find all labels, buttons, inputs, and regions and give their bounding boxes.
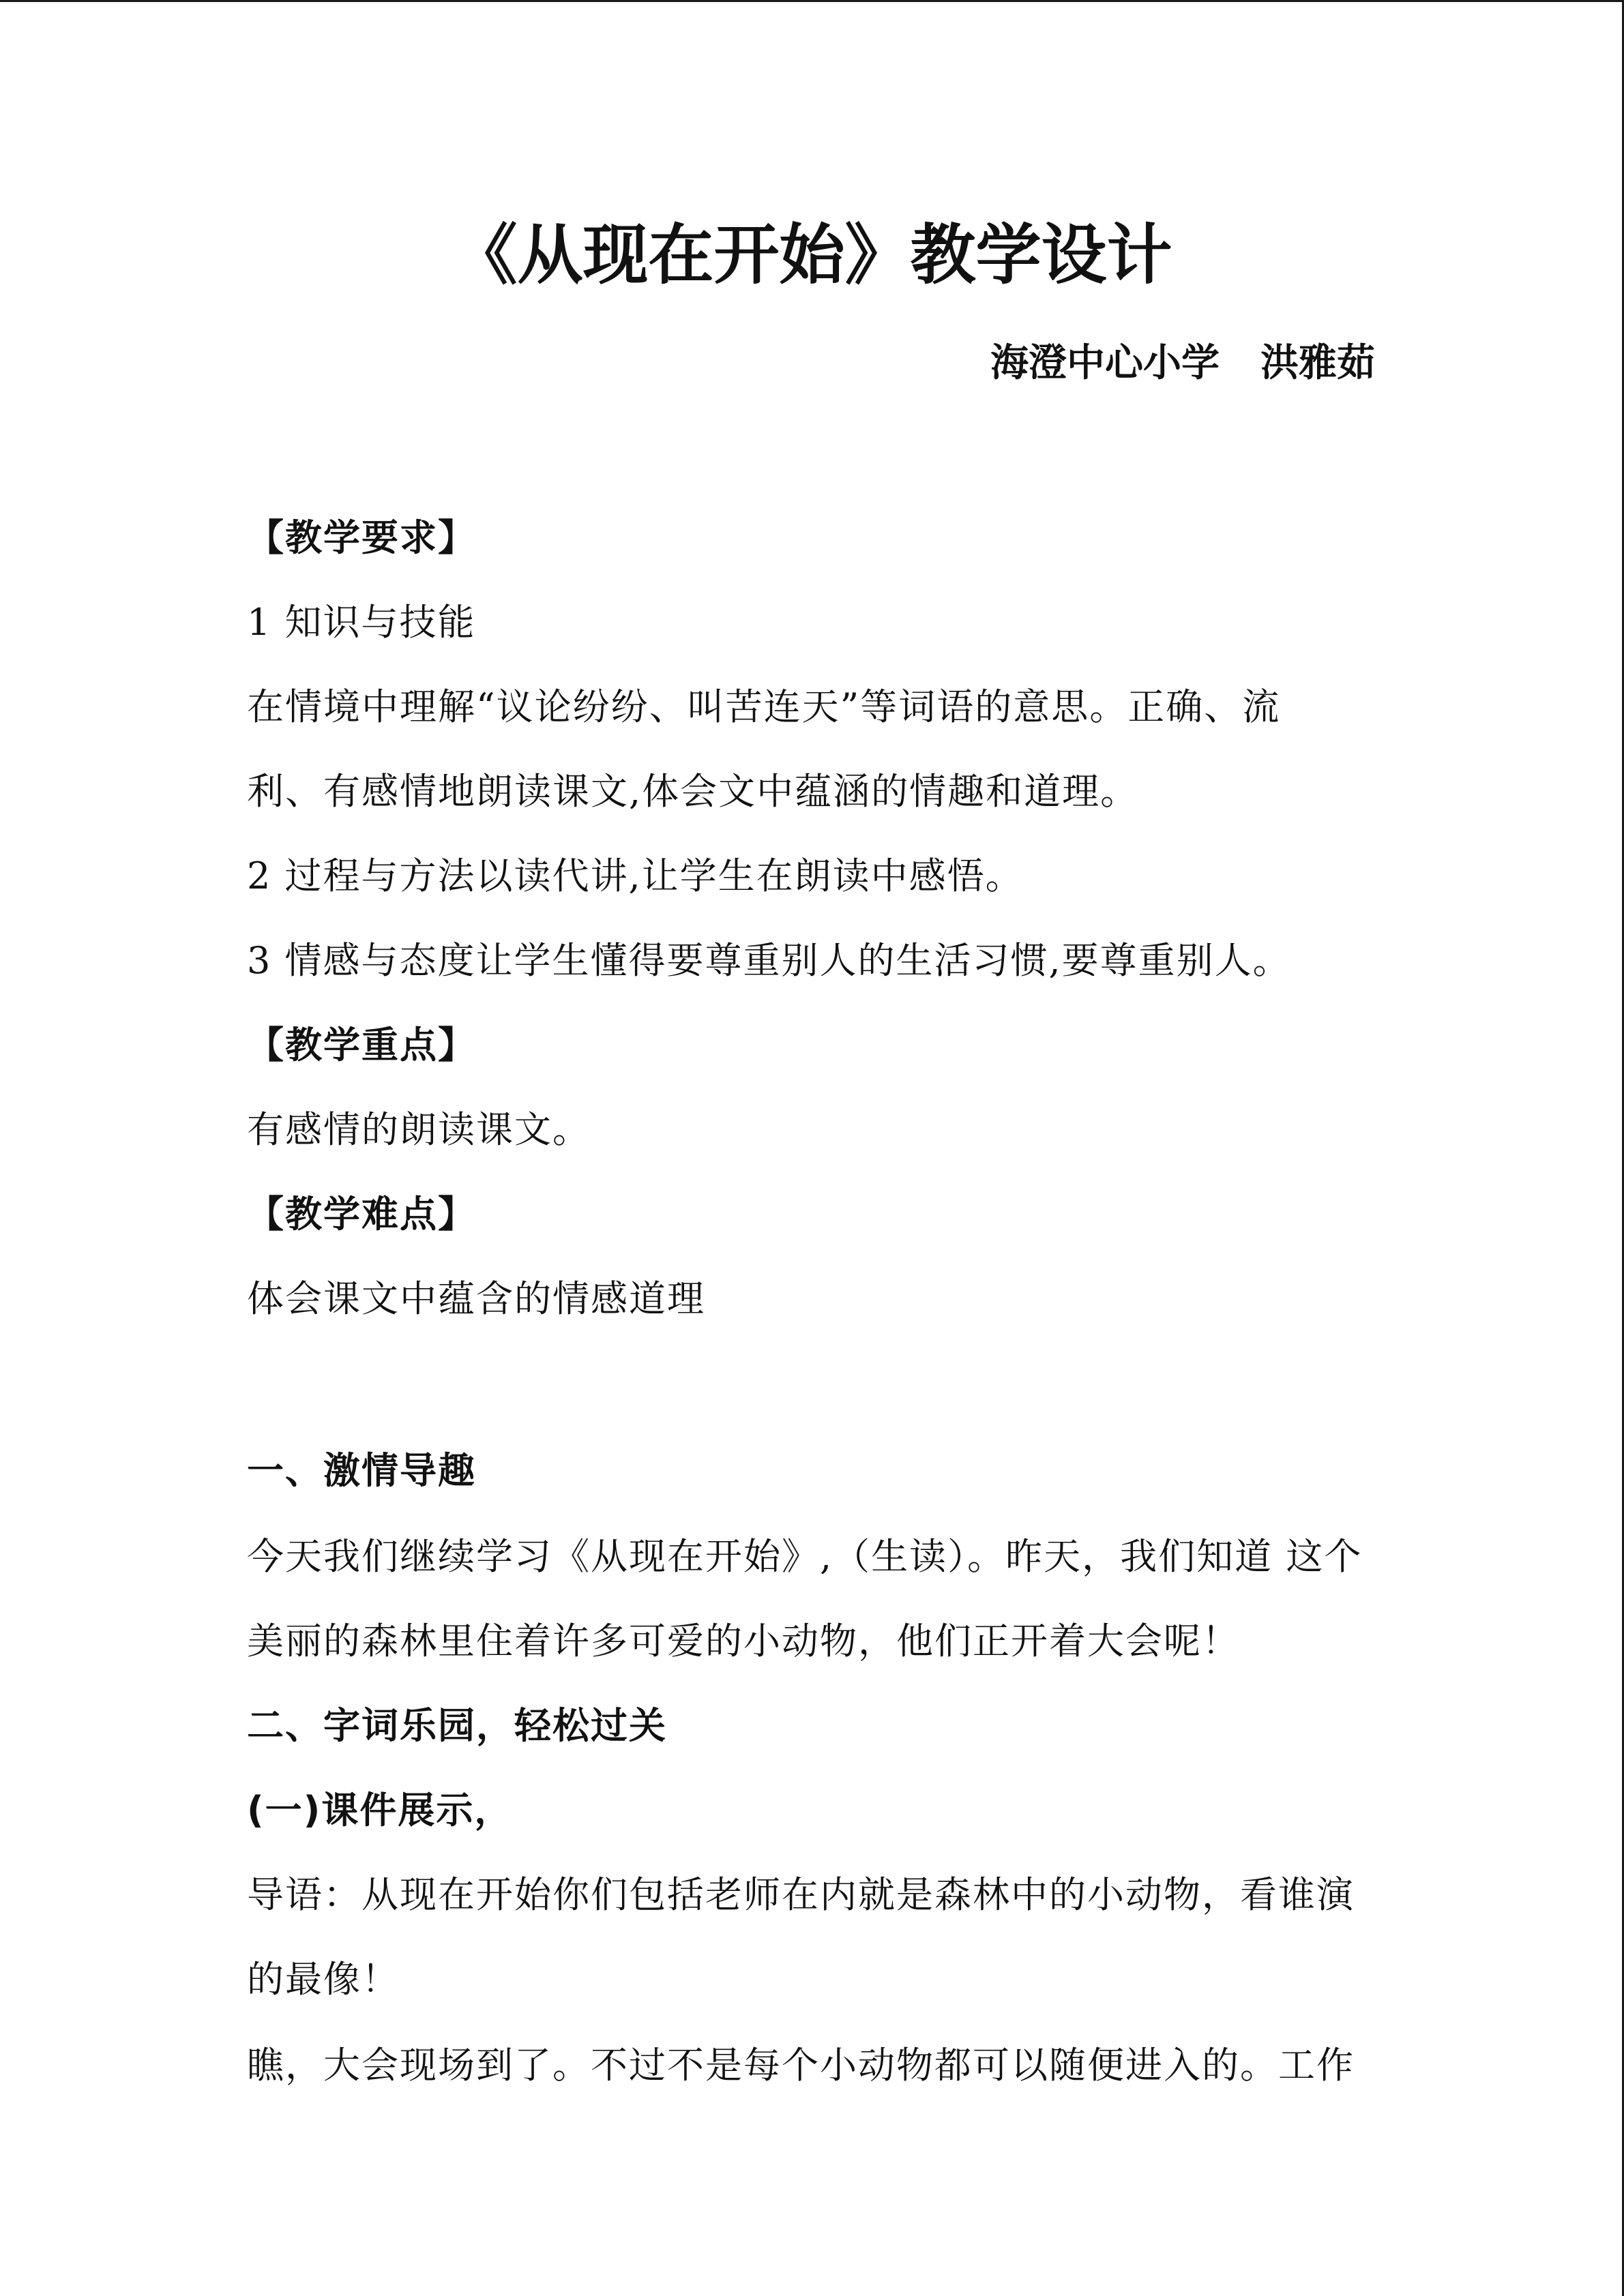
requirements-item2: 2 过程与方法以读代讲,让学生在朗读中感悟。 [247, 854, 1024, 897]
requirements-item1-line2: 利、有感情地朗读课文,体会文中蕴涵的情趣和道理。 [247, 770, 1139, 813]
author-line [990, 341, 1375, 385]
document-title: 《从现在开始》教学设计 [452, 217, 1172, 293]
page-border-top [0, 0, 1624, 2]
requirements-item1-title: 1 知识与技能 [247, 601, 476, 644]
section2-para1-line2: 的最像！ [247, 1958, 400, 2001]
requirements-item1-line1: 在情境中理解“议论纷纷、叫苦连天”等词语的意思。正确、流 [247, 685, 1281, 728]
section2-heading: 二、字词乐园，轻松过关 [247, 1704, 667, 1747]
section1-line2: 美丽的森林里住着许多可爱的小动物，他们正开着大会呢！ [247, 1620, 1240, 1663]
difficulties-heading: 【教学难点】 [247, 1193, 476, 1236]
requirements-heading: 【教学要求】 [247, 516, 476, 559]
requirements-item3: 3 情感与态度让学生懂得要尊重别人的生活习惯,要尊重别人。 [247, 939, 1291, 982]
key-points-heading: 【教学重点】 [247, 1024, 476, 1067]
author-school: 海澄中心小学 [990, 341, 1220, 385]
author-name: 洪雅茹 [1260, 341, 1375, 385]
section1-line1: 今天我们继续学习《从现在开始》,（生读）。昨天，我们知道 这个 [247, 1535, 1363, 1578]
difficulties-text: 体会课文中蕴含的情感道理 [247, 1277, 705, 1320]
section2-para1-line1: 导语：从现在开始你们包括老师在内就是森林中的小动物，看谁演 [247, 1873, 1355, 1916]
key-points-text: 有感情的朗读课文。 [247, 1108, 591, 1151]
section2-sub1-heading: (一)课件展示， [247, 1789, 513, 1832]
section1-heading: 一、激情导趣 [247, 1449, 476, 1492]
section2-para2-line1: 瞧，大会现场到了。不过不是每个小动物都可以随便进入的。工作 [247, 2044, 1355, 2087]
